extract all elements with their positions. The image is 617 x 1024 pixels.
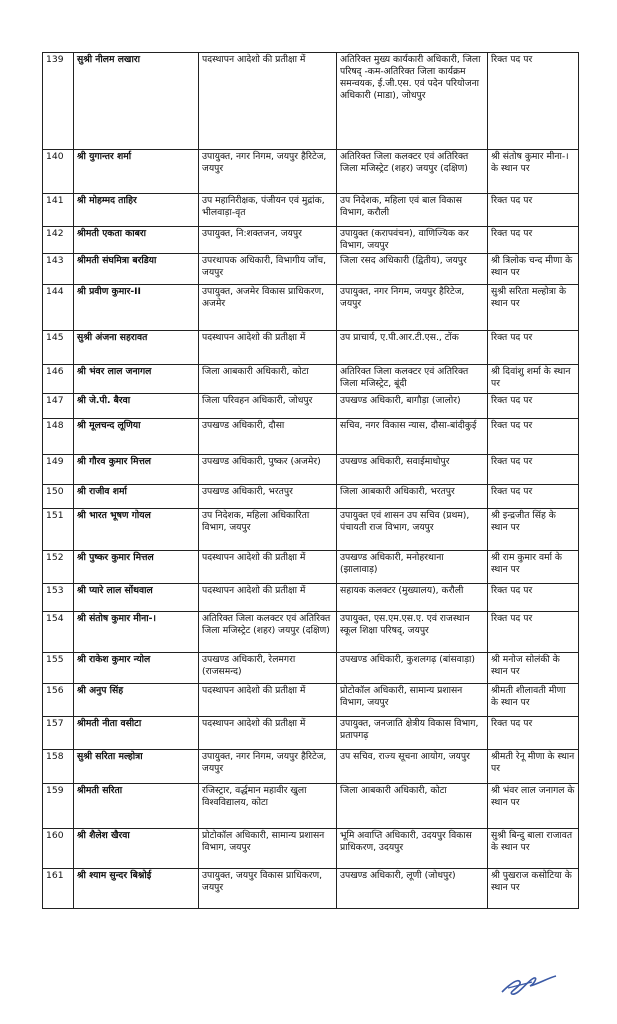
remark: सुश्री बिन्दु बाला राजावत के स्थान पर [488, 829, 579, 869]
serial-number: 159 [43, 784, 74, 829]
new-posting: उपायुक्त एवं शासन उप सचिव (प्रथम), पंचायती राज विभाग, जयपुर [337, 509, 488, 551]
officer-name: श्री मोहम्मद ताहिर [74, 194, 199, 227]
remark: श्री दिवांशु शर्मा के स्थान पर [488, 365, 579, 394]
table-row [43, 869, 579, 909]
serial-number: 150 [43, 485, 74, 509]
serial-number: 148 [43, 419, 74, 455]
new-posting: उपखण्ड अधिकारी, मनोहरथाना (झालावाड़) [337, 551, 488, 584]
current-posting: उपायुक्त, जयपुर विकास प्राधिकरण, जयपुर [199, 869, 337, 909]
remark: सुश्री सरिता मल्होत्रा के स्थान पर [488, 285, 579, 331]
serial-number: 160 [43, 829, 74, 869]
table-row [43, 419, 579, 455]
new-posting: उपखण्ड अधिकारी, कुशलगढ़ (बांसवाड़ा) [337, 653, 488, 684]
remark: श्री संतोष कुमार मीना-। के स्थान पर [488, 150, 579, 194]
table-row [43, 53, 579, 150]
new-posting: उप निदेशक, महिला एवं बाल विकास विभाग, करौली [337, 194, 488, 227]
officer-name: श्री श्याम सुन्दर बिश्नोई [74, 869, 199, 909]
table-row [43, 612, 579, 653]
remark: रिक्त पद पर [488, 227, 579, 254]
remark: रिक्त पद पर [488, 53, 579, 150]
table-row [43, 551, 579, 584]
new-posting: जिला रसद अधिकारी (द्वितीय), जयपुर [337, 254, 488, 285]
signature [498, 968, 560, 998]
officer-name: श्रीमती नीता वसीटा [74, 717, 199, 750]
new-posting: उपायुक्त, जनजाति क्षेत्रीय विकास विभाग, प्रतापगढ़ [337, 717, 488, 750]
new-posting: उपायुक्त, एस.एम.एस.ए. एवं राजस्थान स्कूल शिक्षा परिषद्, जयपुर [337, 612, 488, 653]
officer-name: श्री प्रवीण कुमार-II [74, 285, 199, 331]
serial-number: 154 [43, 612, 74, 653]
officer-name: श्री शैलेश खैरवा [74, 829, 199, 869]
new-posting: प्रोटोकॉल अधिकारी, सामान्य प्रशासन विभाग, जयपुर [337, 684, 488, 717]
current-posting: उपखण्ड अधिकारी, दौसा [199, 419, 337, 455]
new-posting: उपखण्ड अधिकारी, लूणी (जोधपुर) [337, 869, 488, 909]
serial-number: 141 [43, 194, 74, 227]
current-posting: पदस्थापन आदेशो की प्रतीक्षा में [199, 717, 337, 750]
current-posting: पदस्थापन आदेशो की प्रतीक्षा में [199, 584, 337, 612]
new-posting: उपखण्ड अधिकारी, बागौड़ा (जालोर) [337, 394, 488, 419]
serial-number: 139 [43, 53, 74, 150]
table-row [43, 750, 579, 784]
current-posting: उपखण्ड अधिकारी, रेलमगरा (राजसमन्द) [199, 653, 337, 684]
table-row [43, 584, 579, 612]
serial-number: 145 [43, 331, 74, 365]
serial-number: 144 [43, 285, 74, 331]
officer-name: श्रीमती संघमित्रा बरडिया [74, 254, 199, 285]
current-posting: रजिस्ट्रार, वर्द्धमान महावीर खुला विश्वविद्यालय, कोटा [199, 784, 337, 829]
remark: श्री पुखराज कसोटिया के स्थान पर [488, 869, 579, 909]
officer-name: श्रीमती एकता काबरा [74, 227, 199, 254]
serial-number: 157 [43, 717, 74, 750]
current-posting: पदस्थापन आदेशो की प्रतीक्षा में [199, 551, 337, 584]
remark: रिक्त पद पर [488, 394, 579, 419]
remark: रिक्त पद पर [488, 194, 579, 227]
new-posting: सहायक कलक्टर (मुख्यालय), करौली [337, 584, 488, 612]
table-row [43, 684, 579, 717]
new-posting: अतिरिक्त जिला कलक्टर एवं अतिरिक्त जिला मजिस्ट्रेट, बूंदी [337, 365, 488, 394]
current-posting: उपरथापक अधिकारी, विभागीय जाँच, जयपुर [199, 254, 337, 285]
current-posting: पदस्थापन आदेशो की प्रतीक्षा में [199, 53, 337, 150]
new-posting: उपायुक्त, नगर निगम, जयपुर हैरिटेज, जयपुर [337, 285, 488, 331]
remark: रिक्त पद पर [488, 717, 579, 750]
remark: श्री इन्द्रजीत सिंह के स्थान पर [488, 509, 579, 551]
new-posting: उपायुक्त (करापवंचन), वाणिज्यिक कर विभाग, जयपुर [337, 227, 488, 254]
remark: रिक्त पद पर [488, 485, 579, 509]
serial-number: 156 [43, 684, 74, 717]
serial-number: 158 [43, 750, 74, 784]
officer-name: श्री अनुप सिंह [74, 684, 199, 717]
serial-number: 140 [43, 150, 74, 194]
table-body [43, 53, 579, 909]
officer-name: सुश्री अंजना सहरावत [74, 331, 199, 365]
remark: श्री मनोज सोलंकी के स्थान पर [488, 653, 579, 684]
officer-name: श्री राकेश कुमार न्योल [74, 653, 199, 684]
current-posting: उपखण्ड अधिकारी, पुष्कर (अजमेर) [199, 455, 337, 485]
current-posting: जिला आबकारी अधिकारी, कोटा [199, 365, 337, 394]
current-posting: जिला परिवहन अधिकारी, जोधपुर [199, 394, 337, 419]
remark: रिक्त पद पर [488, 612, 579, 653]
remark: रिक्त पद पर [488, 331, 579, 365]
remark: रिक्त पद पर [488, 419, 579, 455]
current-posting: अतिरिक्त जिला कलक्टर एवं अतिरिक्त जिला मजिस्ट्रेट (शहर) जयपुर (दक्षिण) [199, 612, 337, 653]
table-row [43, 455, 579, 485]
serial-number: 143 [43, 254, 74, 285]
new-posting: अतिरिक्त मुख्य कार्यकारी अधिकारी, जिला परिषद् -कम-अतिरिक्त जिला कार्यक्रम समन्वयक, ई.जी.एस. एवं पदेन परियोजना अधिकारी (माडा), जोधपुर [337, 53, 488, 150]
new-posting: उप सचिव, राज्य सूचना आयोग, जयपुर [337, 750, 488, 784]
current-posting: उपायुक्त, नि:शक्तजन, जयपुर [199, 227, 337, 254]
serial-number: 152 [43, 551, 74, 584]
current-posting: उपायुक्त, नगर निगम, जयपुर हैरिटेज, जयपुर [199, 750, 337, 784]
current-posting: उपायुक्त, अजमेर विकास प्राधिकरण, अजमेर [199, 285, 337, 331]
table-row [43, 485, 579, 509]
current-posting: उपखण्ड अधिकारी, भरतपुर [199, 485, 337, 509]
new-posting: जिला आबकारी अधिकारी, कोटा [337, 784, 488, 829]
table-row [43, 784, 579, 829]
serial-number: 149 [43, 455, 74, 485]
remark: रिक्त पद पर [488, 584, 579, 612]
remark: श्रीमती शीलावती मीणा के स्थान पर [488, 684, 579, 717]
table-row [43, 285, 579, 331]
table-row [43, 331, 579, 365]
officer-name: श्री प्यारे लाल सोंथवाल [74, 584, 199, 612]
officer-name: श्री जे.पी. बैरवा [74, 394, 199, 419]
current-posting: उप महानिरीक्षक, पंजीयन एवं मुद्रांक, भीलवाड़ा-वृत [199, 194, 337, 227]
officer-name: सुश्री सरिता मल्होत्रा [74, 750, 199, 784]
current-posting: पदस्थापन आदेशो की प्रतीक्षा में [199, 684, 337, 717]
table-row [43, 509, 579, 551]
serial-number: 155 [43, 653, 74, 684]
officer-name: श्री युगान्तर शर्मा [74, 150, 199, 194]
serial-number: 161 [43, 869, 74, 909]
officer-name: श्री मूलचन्द लूणिया [74, 419, 199, 455]
current-posting: प्रोटोकॉल अधिकारी, सामान्य प्रशासन विभाग, जयपुर [199, 829, 337, 869]
table-row [43, 194, 579, 227]
table-row [43, 254, 579, 285]
new-posting: सचिव, नगर विकास न्यास, दौसा-बांदीकुई [337, 419, 488, 455]
current-posting: पदस्थापन आदेशो की प्रतीक्षा में [199, 331, 337, 365]
remark: रिक्त पद पर [488, 455, 579, 485]
table-row [43, 365, 579, 394]
officer-name: श्री पुष्कर कुमार मित्तल [74, 551, 199, 584]
officer-name: श्री भारत भूषण गोयल [74, 509, 199, 551]
new-posting: जिला आबकारी अधिकारी, भरतपुर [337, 485, 488, 509]
officer-name: सुश्री नीलम लखारा [74, 53, 199, 150]
remark: श्रीमती रेनू मीणा के स्थान पर [488, 750, 579, 784]
officer-name: श्रीमती सरिता [74, 784, 199, 829]
table-row [43, 653, 579, 684]
serial-number: 153 [43, 584, 74, 612]
table-row [43, 150, 579, 194]
current-posting: उप निदेशक, महिला अधिकारिता विभाग, जयपुर [199, 509, 337, 551]
serial-number: 151 [43, 509, 74, 551]
new-posting: भूमि अवाप्ति अधिकारी, उदयपुर विकास प्राधिकरण, उदयपुर [337, 829, 488, 869]
officer-name: श्री संतोष कुमार मीना-। [74, 612, 199, 653]
table-row [43, 394, 579, 419]
serial-number: 146 [43, 365, 74, 394]
table-row [43, 829, 579, 869]
remark: श्री भंवर लाल जनागल के स्थान पर [488, 784, 579, 829]
remark: श्री राम कुमार वर्मा के स्थान पर [488, 551, 579, 584]
table-row [43, 227, 579, 254]
new-posting: उपखण्ड अधिकारी, सवाईमाधोपुर [337, 455, 488, 485]
current-posting: उपायुक्त, नगर निगम, जयपुर हैरिटेज, जयपुर [199, 150, 337, 194]
serial-number: 147 [43, 394, 74, 419]
officer-name: श्री गौरव कुमार मित्तल [74, 455, 199, 485]
new-posting: उप प्राचार्य, ए.पी.आर.टी.एस., टोंक [337, 331, 488, 365]
remark: श्री त्रिलोक चन्द मीणा के स्थान पर [488, 254, 579, 285]
transfer-list-table [42, 52, 579, 909]
officer-name: श्री राजीव शर्मा [74, 485, 199, 509]
officer-name: श्री भंवर लाल जनागल [74, 365, 199, 394]
table-row [43, 717, 579, 750]
new-posting: अतिरिक्त जिला कलक्टर एवं अतिरिक्त जिला मजिस्ट्रेट (शहर) जयपुर (दक्षिण) [337, 150, 488, 194]
serial-number: 142 [43, 227, 74, 254]
